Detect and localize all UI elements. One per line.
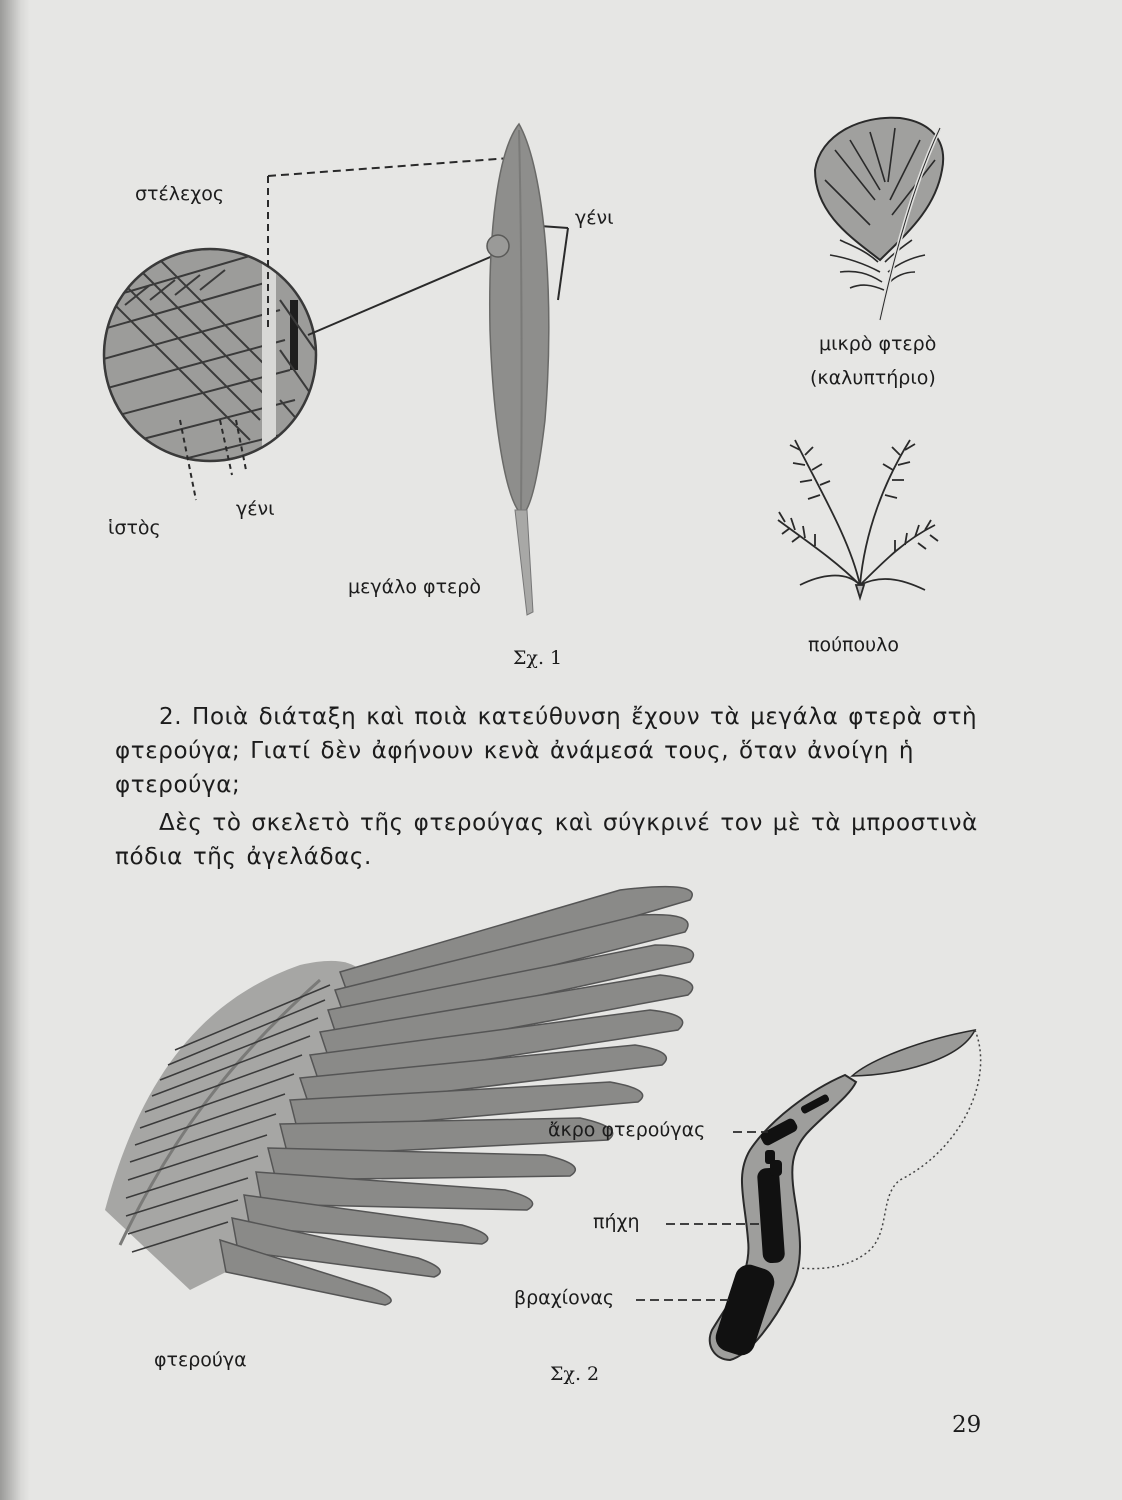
label-kalyptirio: (καλυπτήριο): [810, 367, 936, 389]
down-feather: [778, 440, 938, 598]
label-pichi: πήχη: [593, 1211, 640, 1233]
label-megalo-ftero: μεγάλο φτερὸ: [348, 576, 481, 598]
wing-illustration: [105, 887, 693, 1305]
label-geni-circle: γένι: [236, 498, 275, 520]
wing-skeleton: [710, 1030, 981, 1360]
label-istos: ἱστὸς: [108, 517, 161, 539]
page-number: 29: [952, 1412, 982, 1438]
instruction-paragraph: Δὲς τὸ σκελετὸ τῆς φτερούγας καὶ σύγκρινέ τον μὲ τὰ μπροστινὰ πόδια τῆς ἀγελάδας.: [115, 810, 978, 870]
label-stelexos: στέλεχος: [135, 183, 225, 205]
small-contour-feather: [815, 118, 943, 320]
label-mikro-ftero: μικρὸ φτερὸ: [819, 333, 937, 355]
label-poupoulo: πούπουλο: [808, 634, 899, 656]
label-fterouga: φτερούγα: [154, 1349, 247, 1371]
label-vrachionas: βραχίονας: [514, 1287, 615, 1309]
label-akro-fterougas: ἄκρο φτερούγας: [548, 1119, 706, 1141]
figure2-caption: Σχ. 2: [550, 1363, 600, 1385]
question-paragraph: 2. Ποιὰ διάταξη καὶ ποιὰ κατεύθυνση ἔχουν τὰ μεγάλα φτερὰ στὴ φτερούγα; Γιατί δὲν ἀφήνουν κενὰ ἀνάμεσά τους, ὅταν ἀνοίγη ἡ φτερούγα;: [115, 704, 978, 798]
magnified-feather-circle: [100, 240, 316, 480]
label-geni-feather: γένι: [575, 207, 614, 229]
large-feather: [487, 124, 549, 615]
figure1-caption: Σχ. 1: [513, 647, 563, 669]
